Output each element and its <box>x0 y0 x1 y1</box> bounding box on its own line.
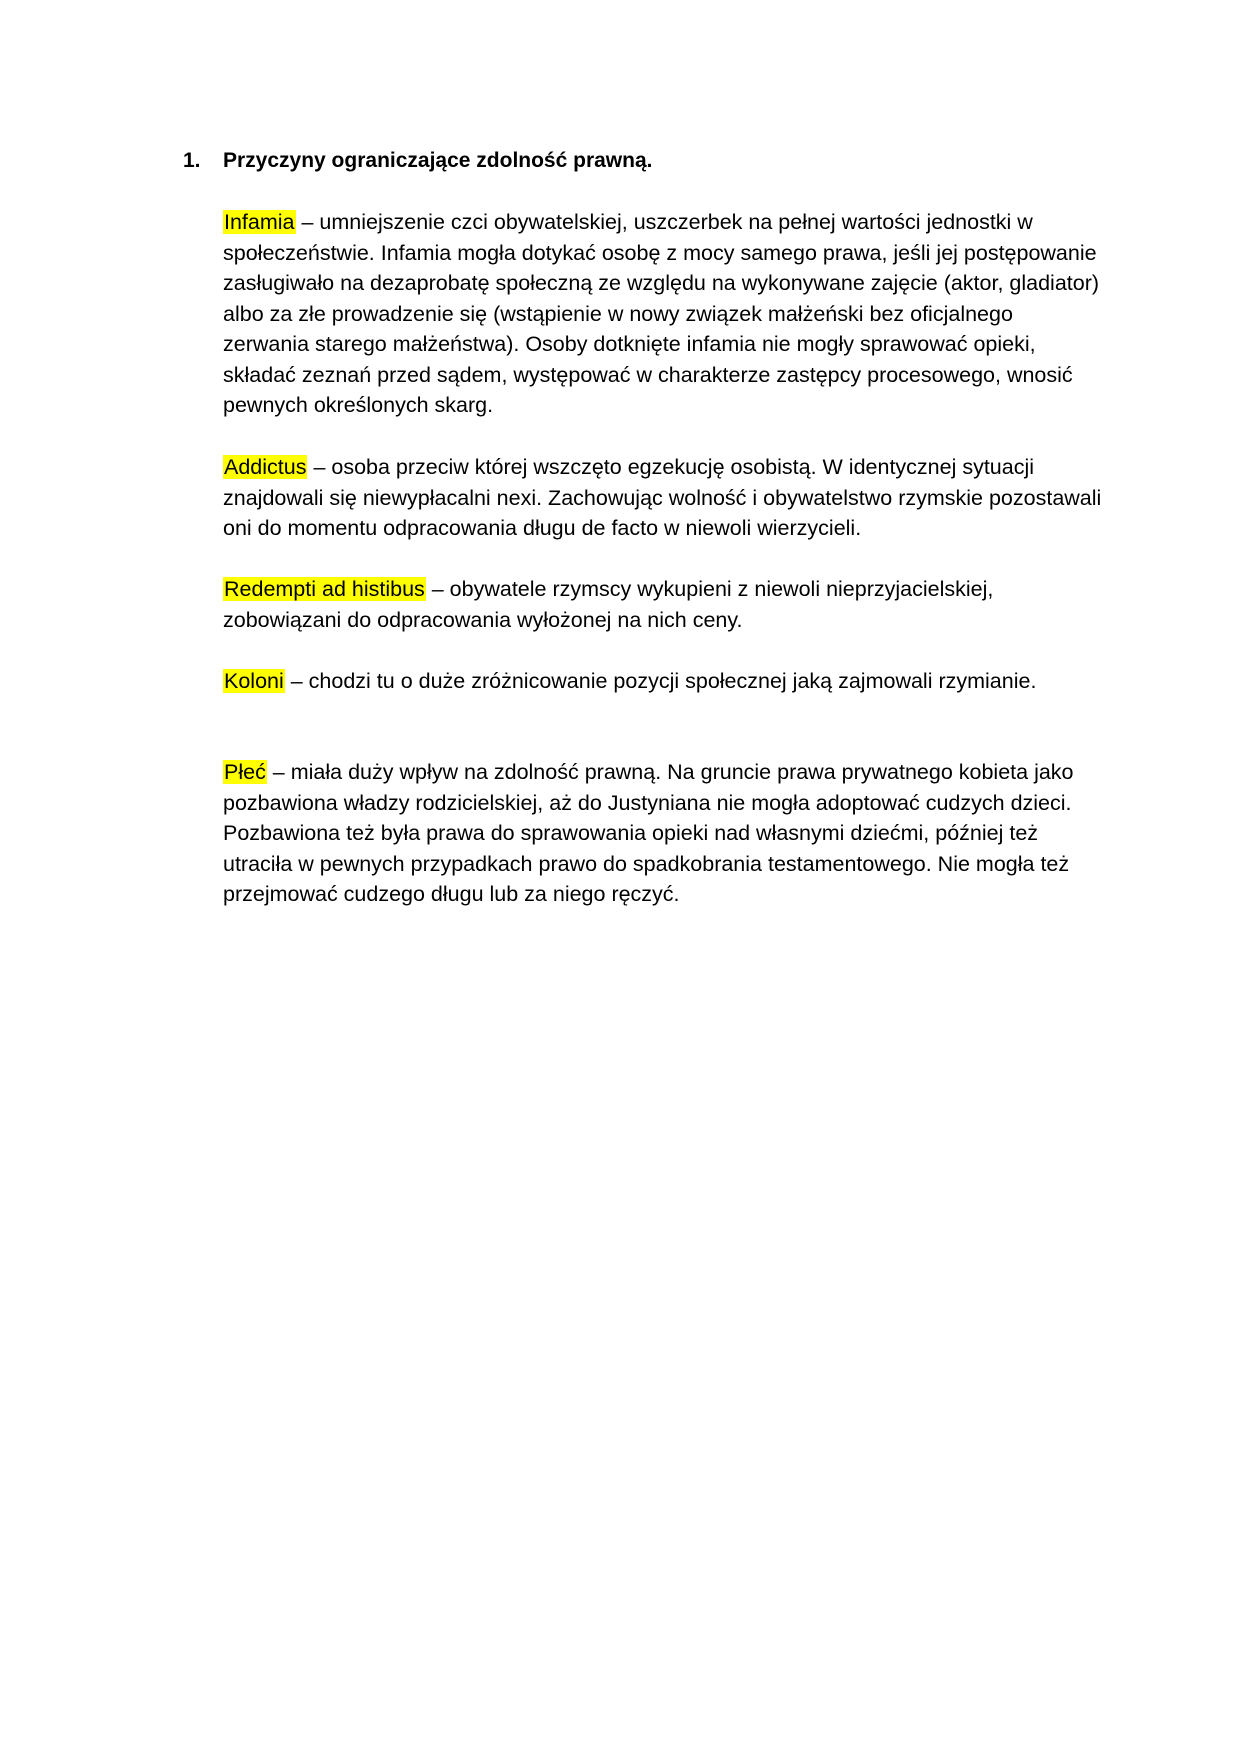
highlighted-term-redempti: Redempti ad histibus <box>224 577 425 601</box>
paragraph-text-addictus: – osoba przeciw której wszczęto egzekucję osobistą. W identycznej sytuacji znajdowali się niewypłacalni nexi. Zachowując wolność i obywatelstwo rzymskie pozostawali oni do momentu odpracowania długu de facto w niewoli wierzycieli. <box>223 455 1102 540</box>
heading-title: Przyczyny ograniczające zdolność prawną. <box>223 149 653 172</box>
paragraph-koloni <box>223 666 1103 697</box>
highlighted-term-plec: Płeć <box>224 760 266 784</box>
section-heading <box>183 146 653 176</box>
paragraph-text-infamia: – umniejszenie czci obywatelskiej, uszczerbek na pełnej wartości jednostki w społeczeństwie. Infamia mogła dotykać osobę z mocy samego prawa, jeśli jej postępowanie zasługiwało na dezaprobatę społeczną ze względu na wykonywane zajęcie (aktor, gladiator) albo za złe prowadzenie się (wstąpienie w nowy związek małżeński bez oficjalnego zerwania starego małżeństwa). Osoby dotknięte infamia nie mogły sprawować opieki, składać zeznań przed sądem, występować w charakterze zastępcy procesowego, wnosić pewnych określonych skarg. <box>223 210 1100 417</box>
paragraph-infamia <box>223 207 1103 421</box>
paragraph-addictus <box>223 452 1103 544</box>
highlighted-term-koloni: Koloni <box>224 669 284 693</box>
paragraph-text-redempti: – obywatele rzymscy wykupieni z niewoli nieprzyjacielskiej, zobowiązani do odpracowania wyłożonej na nich ceny. <box>223 577 994 632</box>
heading-number: 1. <box>183 149 201 172</box>
paragraph-text-plec: – miała duży wpływ na zdolność prawną. Na gruncie prawa prywatnego kobieta jako pozbawiona władzy rodzicielskiej, aż do Justyniana nie mogła adoptować cudzych dzieci. Pozbawiona też była prawa do sprawowania opieki nad własnymi dziećmi, później też utraciła w pewnych przypadkach prawo do spadkobrania testamentowego. Nie mogła też przejmować cudzego długu lub za niego ręczyć. <box>223 760 1074 906</box>
highlighted-term-infamia: Infamia <box>224 210 295 234</box>
paragraph-text-koloni: – chodzi tu o duże zróżnicowanie pozycji społecznej jaką zajmowali rzymianie. <box>284 669 1037 693</box>
highlighted-term-addictus: Addictus <box>224 455 307 479</box>
paragraph-plec <box>223 757 1103 910</box>
paragraph-redempti <box>223 574 1103 635</box>
